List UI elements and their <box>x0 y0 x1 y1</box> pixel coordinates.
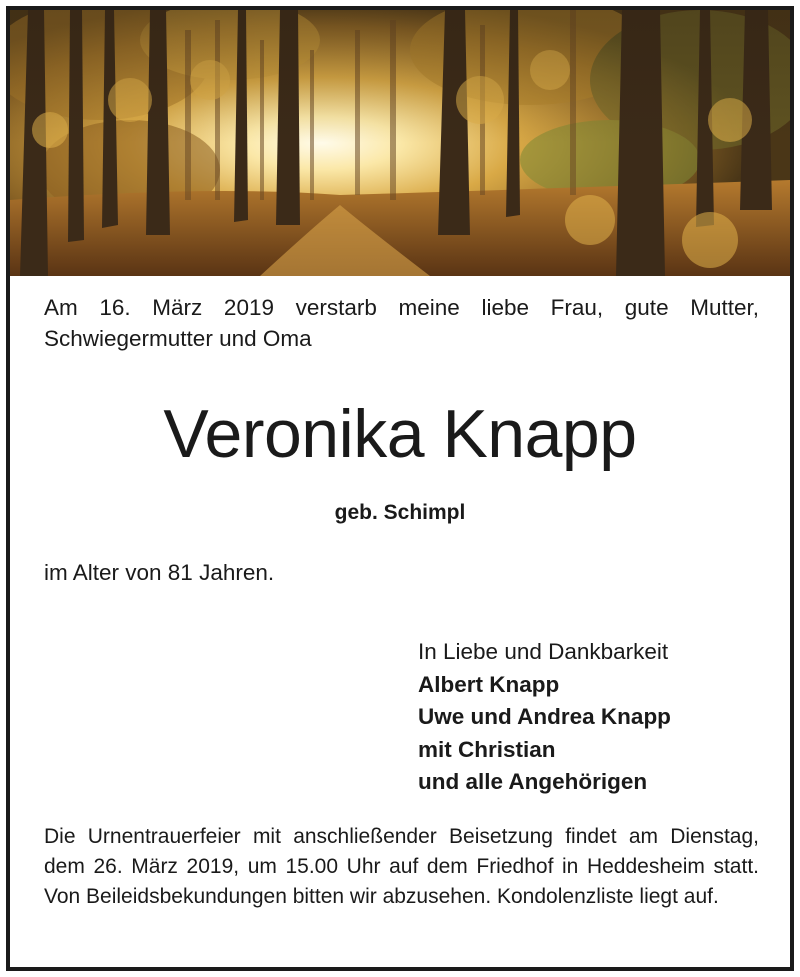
mourners-heading: In Liebe und Dankbarkeit <box>418 639 669 664</box>
autumn-forest-photo <box>10 10 790 276</box>
mourner-name: und alle Angehörigen <box>418 769 648 794</box>
mourner-name: Uwe und Andrea Knapp <box>418 704 671 729</box>
deceased-name: Veronika Knapp <box>163 396 637 472</box>
age-line: im Alter von 81 Jahren. <box>44 560 275 585</box>
death-announcement-text: Am 16. März 2019 verstarb meine liebe Frau, gute Mutter, Schwiegermutter und Oma <box>44 295 759 351</box>
obituary-notice <box>6 6 794 971</box>
funeral-details-text: Die Urnentrauerfeier mit anschließender Beisetzung findet am Dienstag, dem 26. März 2019, um 15.00 Uhr auf dem Friedhof in Heddesheim statt. Von Beileidsbekundungen bitten wir abzusehen. Kondolenzliste liegt auf. <box>44 825 759 908</box>
mourner-name: Albert Knapp <box>418 671 560 697</box>
maiden-name: geb. Schimpl <box>334 501 466 524</box>
mourners-block <box>418 636 671 799</box>
mourner-name: mit Christian <box>418 736 556 762</box>
